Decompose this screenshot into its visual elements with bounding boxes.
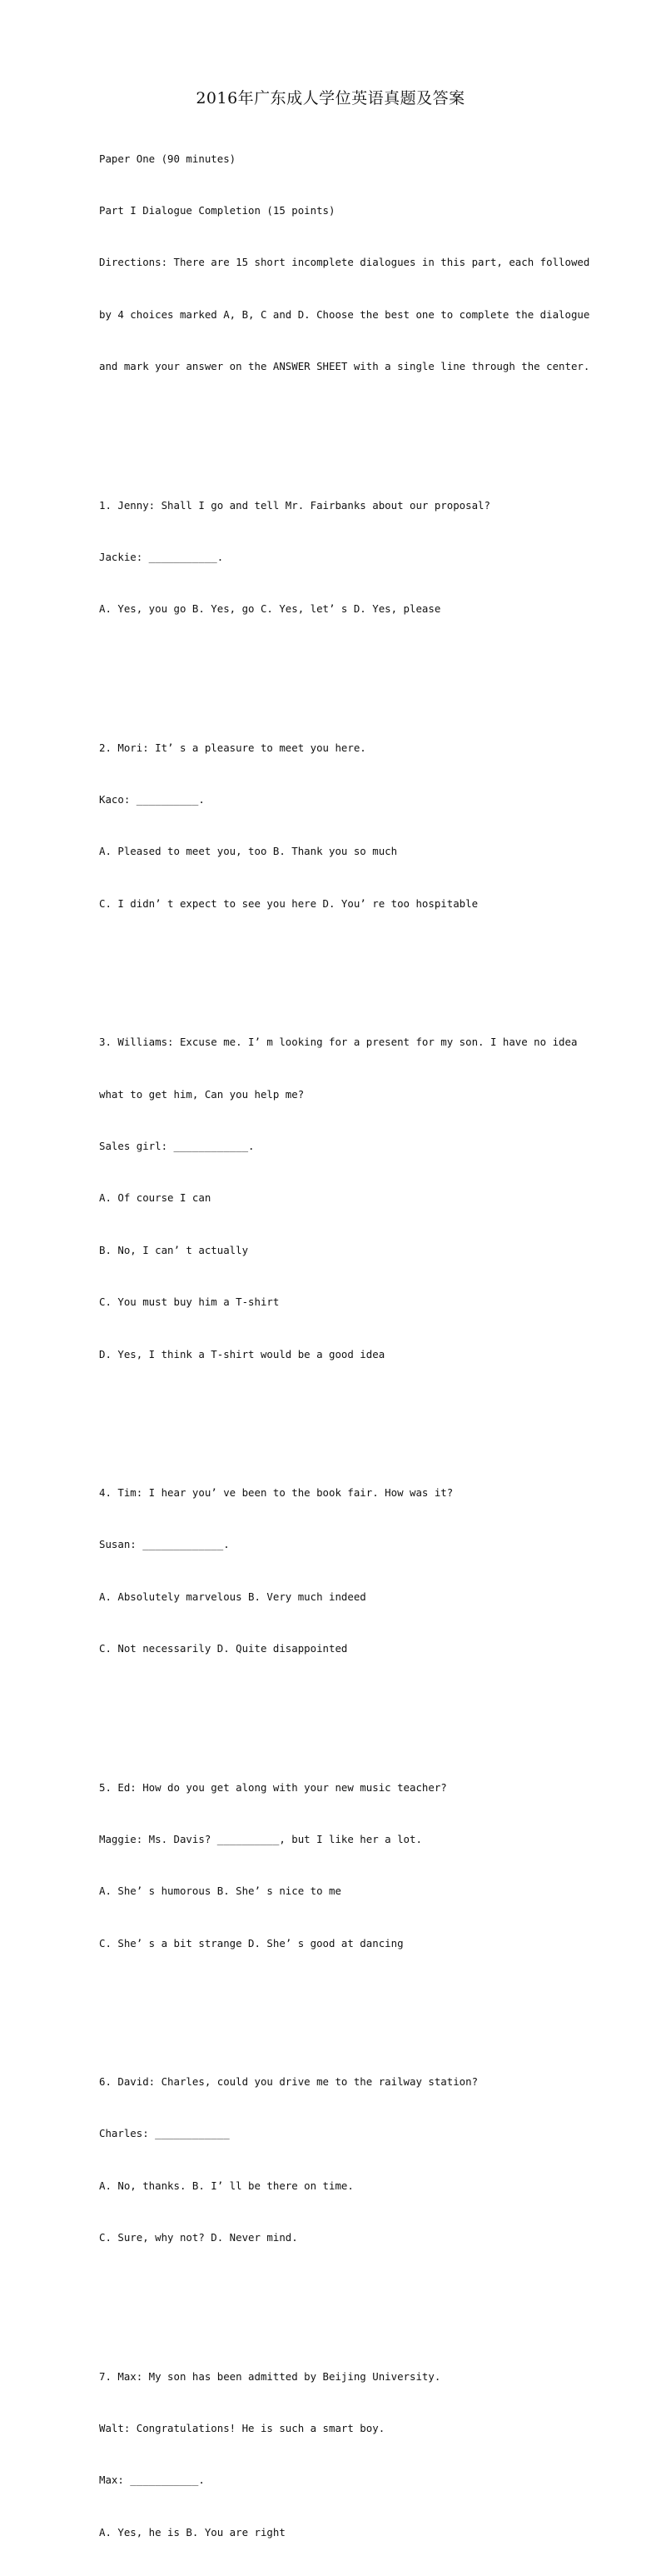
question-2-options: C. I didn’ t expect to see you here D. You’ re too hospitable: [99, 896, 479, 910]
directions-line: by 4 choices marked A, B, C and D. Choose the best one to complete the dialogue: [99, 307, 590, 321]
question-4-options: A. Absolutely marvelous B. Very much indeed: [99, 1590, 366, 1603]
document-body: [99, 116, 590, 2576]
question-4-options: C. Not necessarily D. Quite disappointed: [99, 1642, 348, 1655]
spacer: [99, 411, 565, 428]
question-7-prompt: 7. Max: My son has been admitted by Beijing University.: [99, 2369, 441, 2383]
question-3-prompt: what to get him, Can you help me?: [99, 1087, 305, 1101]
spacer: [99, 1398, 565, 1415]
question-1-options: A. Yes, you go B. Yes, go C. Yes, let’ s D. Yes, please: [99, 602, 441, 616]
question-1-response: Jackie: ___________.: [99, 550, 224, 563]
question-1-prompt: 1. Jenny: Shall I go and tell Mr. Fairbanks about our proposal?: [99, 498, 490, 512]
question-6-response: Charles: ____________: [99, 2127, 230, 2140]
question-4-prompt: 4. Tim: I hear you’ ve been to the book fair. How was it?: [99, 1485, 454, 1499]
paper-heading: Paper One (90 minutes): [99, 152, 236, 165]
part-heading: Part I Dialogue Completion (15 points): [99, 203, 335, 217]
question-5-prompt: 5. Ed: How do you get along with your new music teacher?: [99, 1780, 447, 1794]
question-6-options: A. No, thanks. B. I’ ll be there on time.: [99, 2179, 354, 2192]
question-4-response: Susan: _____________.: [99, 1538, 230, 1551]
question-2-options: A. Pleased to meet you, too B. Thank you so much: [99, 845, 398, 858]
spacer: [99, 947, 565, 965]
question-7-prompt: Walt: Congratulations! He is such a smart boy.: [99, 2421, 385, 2434]
directions-line: and mark your answer on the ANSWER SHEET with a single line through the center.: [99, 360, 590, 373]
question-2-response: Kaco: __________.: [99, 793, 205, 806]
question-3-option: B. No, I can’ t actually: [99, 1243, 249, 1256]
question-3-option: D. Yes, I think a T-shirt would be a good idea: [99, 1347, 385, 1360]
question-7-options: A. Yes, he is B. You are right: [99, 2525, 286, 2539]
question-6-prompt: 6. David: Charles, could you drive me to the railway station?: [99, 2075, 479, 2089]
question-5-options: A. She’ s humorous B. She’ s nice to me: [99, 1885, 341, 1898]
question-3-option: C. You must buy him a T-shirt: [99, 1295, 280, 1309]
spacer: [99, 2282, 565, 2299]
question-5-response: Maggie: Ms. Davis? __________, but I like her a lot.: [99, 1832, 422, 1845]
question-2-prompt: 2. Mori: It’ s a pleasure to meet you here.: [99, 741, 366, 754]
question-3-response: Sales girl: ____________.: [99, 1140, 255, 1153]
question-6-options: C. Sure, why not? D. Never mind.: [99, 2231, 298, 2244]
spacer: [99, 1987, 565, 2004]
spacer: [99, 1693, 565, 1710]
question-3-prompt: 3. Williams: Excuse me. I’ m looking for a present for my son. I have no idea: [99, 1036, 578, 1049]
question-3-option: A. Of course I can: [99, 1191, 211, 1205]
document-title: 2016年广东成人学位英语真题及答案: [196, 89, 465, 107]
question-5-options: C. She’ s a bit strange D. She’ s good at dancing: [99, 1936, 404, 1949]
directions-line: Directions: There are 15 short incomplete dialogues in this part, each followed: [99, 256, 590, 269]
question-7-response: Max: ___________.: [99, 2474, 205, 2487]
spacer: [99, 653, 565, 671]
